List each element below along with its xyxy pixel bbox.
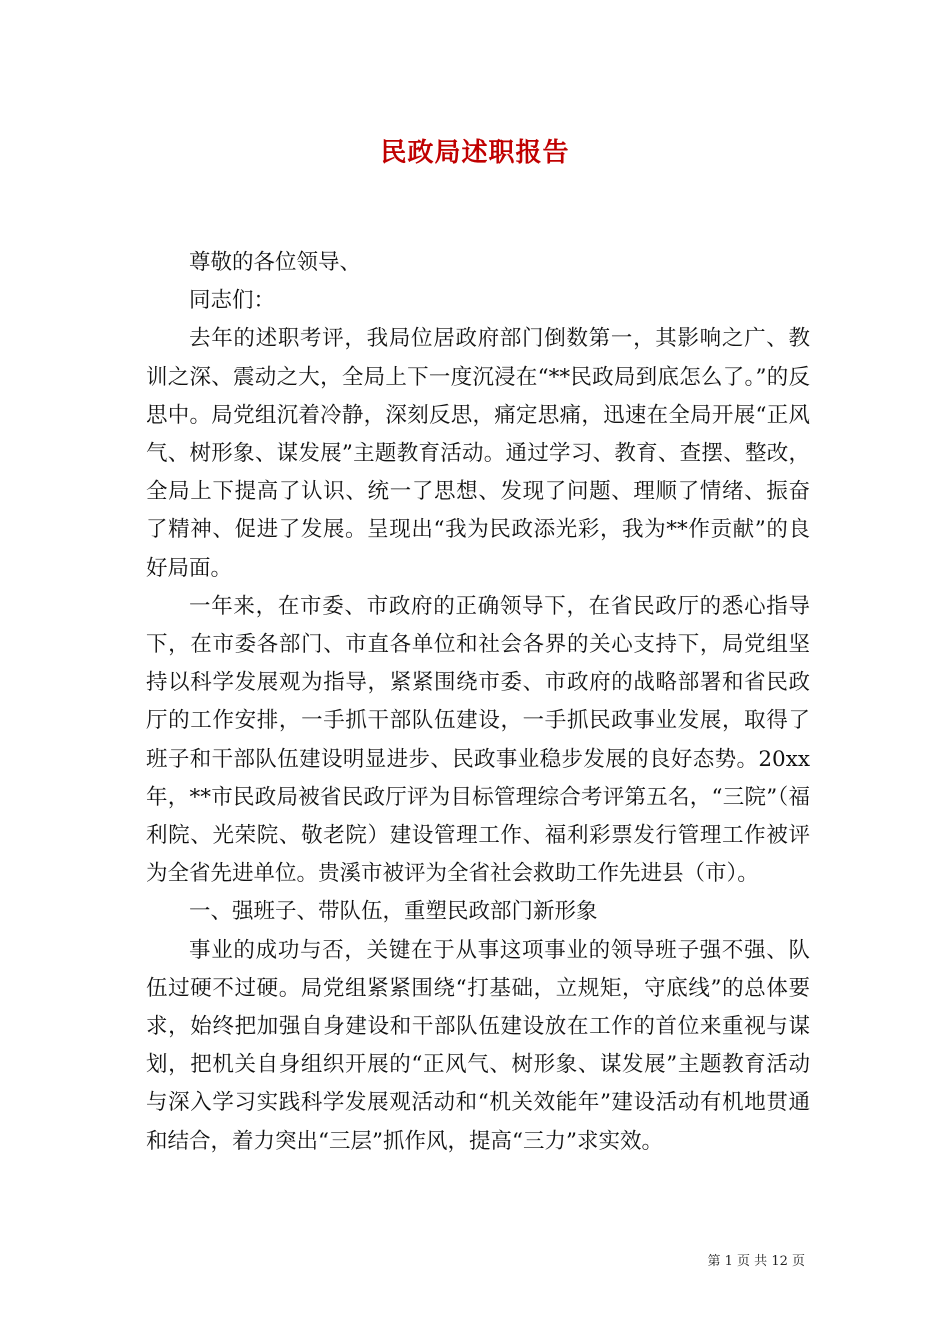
document-title: 民政局述职报告 [380,138,570,168]
salutation-line-1: 尊敬的各位领导、 [189,250,362,275]
document-body [146,244,810,1161]
body-paragraph: 去年的述职考评，我局位居政府部门倒数第一，其影响之广、教训之深、震动之大，全局上下一度沉浸在“**民政局到底怎么了。”的反思中。局党组沉着冷静，深刻反思，痛定思痛，迅速在全局开展“正风气、树形象、谋发展”主题教育活动。通过学习、教育、查摆、整改，全局上下提高了认识、统一了思想、发现了问题、理顺了情绪、振奋了精神、促进了发展。呈现出“我为民政添光彩，我为**作贡献”的良好局面。 [146,326,810,581]
body-paragraph: 一年来，在市委、市政府的正确领导下，在省民政厅的悉心指导下，在市委各部门、市直各单位和社会各界的关心支持下，局党组坚持以科学发展观为指导，紧紧围绕市委、市政府的战略部署和省民政厅的工作安排，一手抓干部队伍建设，一手抓民政事业发展，取得了班子和干部队伍建设明显进步、民政事业稳步发展的良好态势。20xx年，**市民政局被省民政厅评为目标管理综合考评第五名，“三院”（福利院、光荣院、敬老院）建设管理工作、福利彩票发行管理工作被评为全省先进单位。贵溪市被评为全省社会救助工作先进县（市）。 [146,593,810,887]
section-heading: 一、强班子、带队伍，重塑民政部门新形象 [189,899,598,925]
body-paragraph: 事业的成功与否，关键在于从事这项事业的领导班子强不强、队伍过硬不过硬。局党组紧紧围绕“打基础，立规矩，守底线”的总体要求，始终把加强自身建设和干部队伍建设放在工作的首位来重视与谋划，把机关自身组织开展的“正风气、树形象、谋发展”主题教育活动与深入学习实践科学发展观活动和“机关效能年”建设活动有机地贯通和结合，着力突出“三层”抓作风，提高“三力”求实效。 [146,937,810,1154]
salutation-line-2: 同志们： [189,288,276,314]
page-number: 第 1 页 共 12 页 [707,1254,805,1269]
